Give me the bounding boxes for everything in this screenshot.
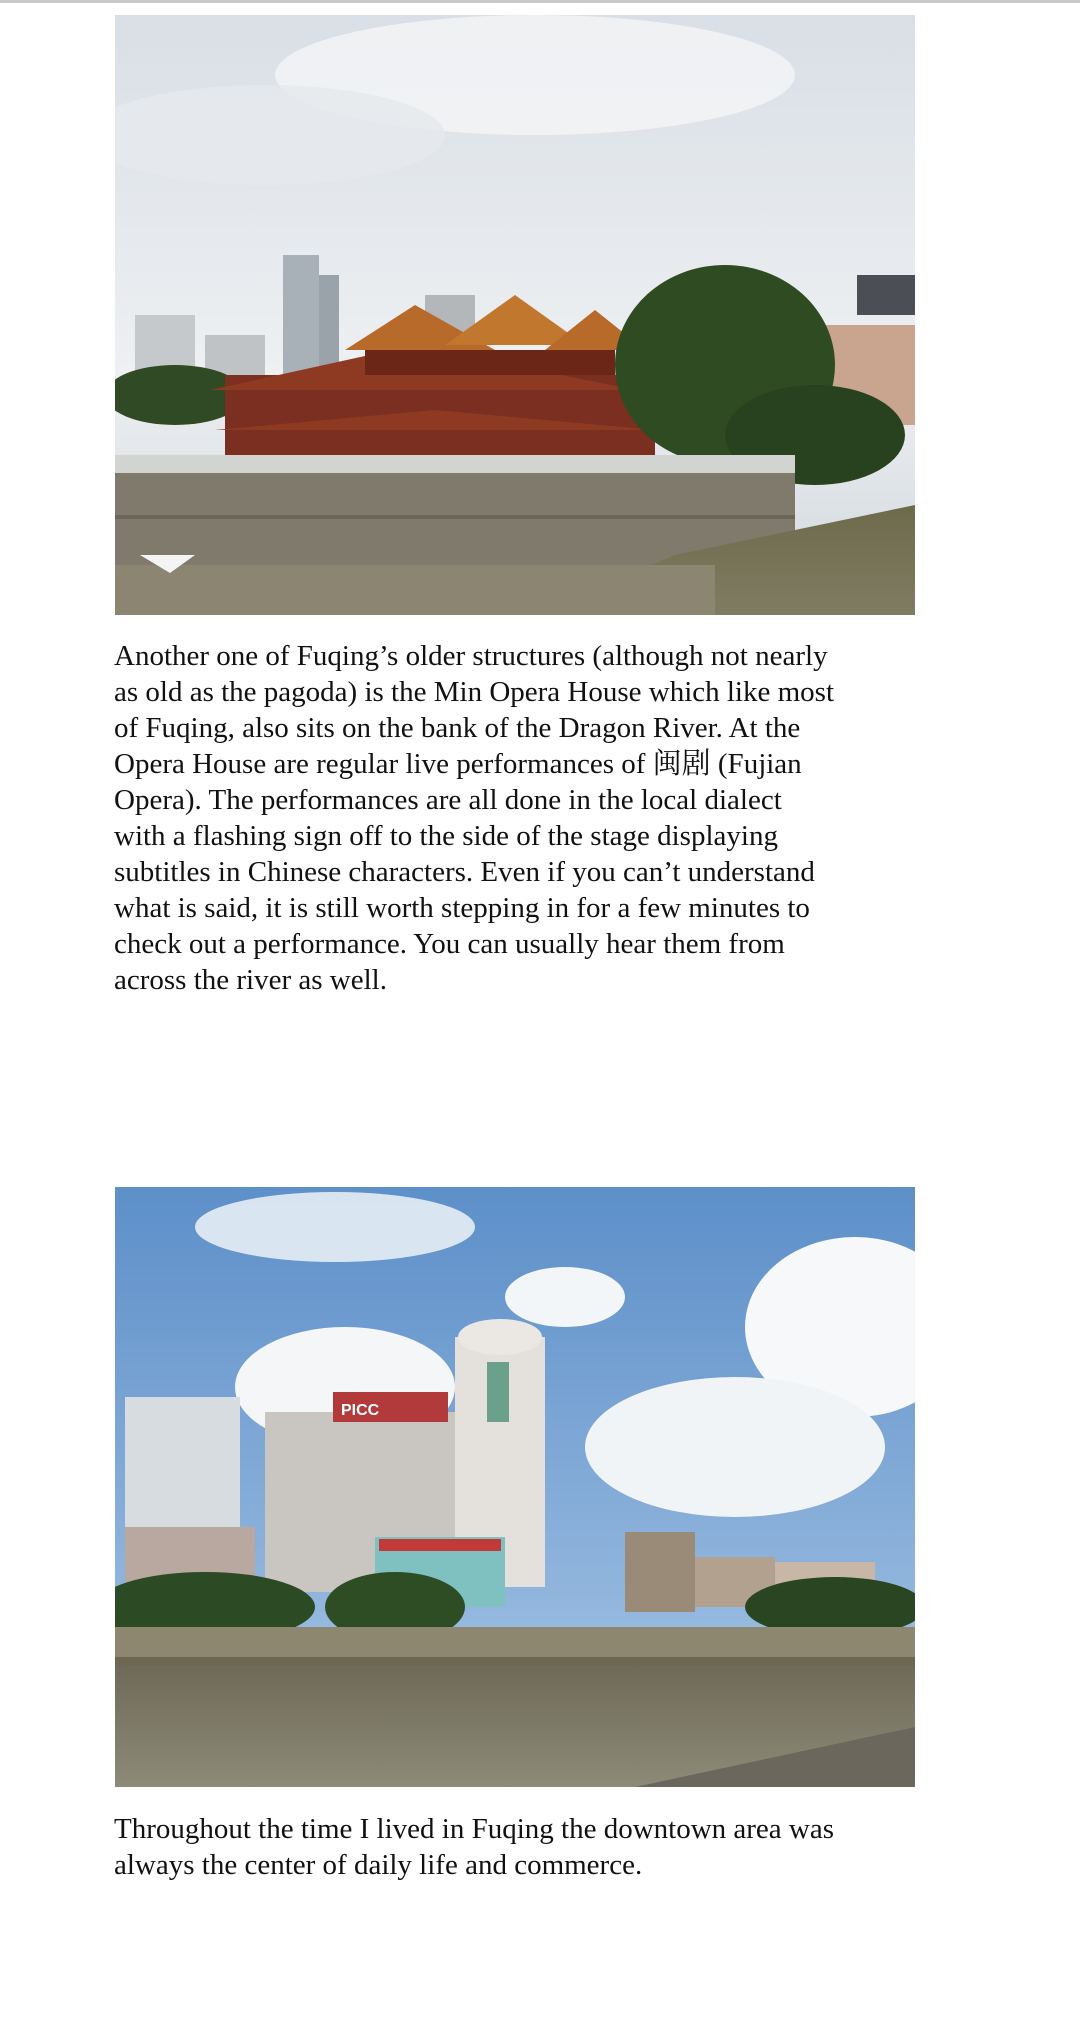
paragraph-line: subtitles in Chinese characters. Even if you can’t understand — [114, 856, 815, 888]
paragraph-line: what is said, it is still worth stepping in for a few minutes to — [114, 892, 810, 924]
downtown-photo — [115, 1187, 915, 1787]
paragraph-line: as old as the pagoda) is the Min Opera House which like most — [114, 676, 835, 708]
picc-sign: PICC — [341, 1402, 380, 1419]
paragraph-line: Throughout the time I lived in Fuqing the downtown area was — [114, 1813, 835, 1845]
opera-house-photo — [115, 15, 915, 615]
paragraph-line: check out a performance. You can usually hear them from — [114, 928, 785, 960]
paragraph-line: Opera House are regular live performances of 闽剧 (Fujian — [114, 748, 802, 780]
paragraph-line: Opera). The performances are all done in the local dialect — [114, 784, 782, 816]
paragraph-line: Another one of Fuqing’s older structures (although not nearly — [114, 640, 828, 672]
opera-house-paragraph — [114, 638, 934, 998]
top-border — [0, 0, 1080, 3]
paragraph-line: always the center of daily life and commerce. — [114, 1849, 643, 1881]
paragraph-line: of Fuqing, also sits on the bank of the Dragon River. At the — [114, 712, 801, 744]
paragraph-line: with a flashing sign off to the side of the stage displaying — [114, 820, 778, 852]
paragraph-line: across the river as well. — [114, 964, 387, 996]
downtown-paragraph — [114, 1811, 934, 1883]
